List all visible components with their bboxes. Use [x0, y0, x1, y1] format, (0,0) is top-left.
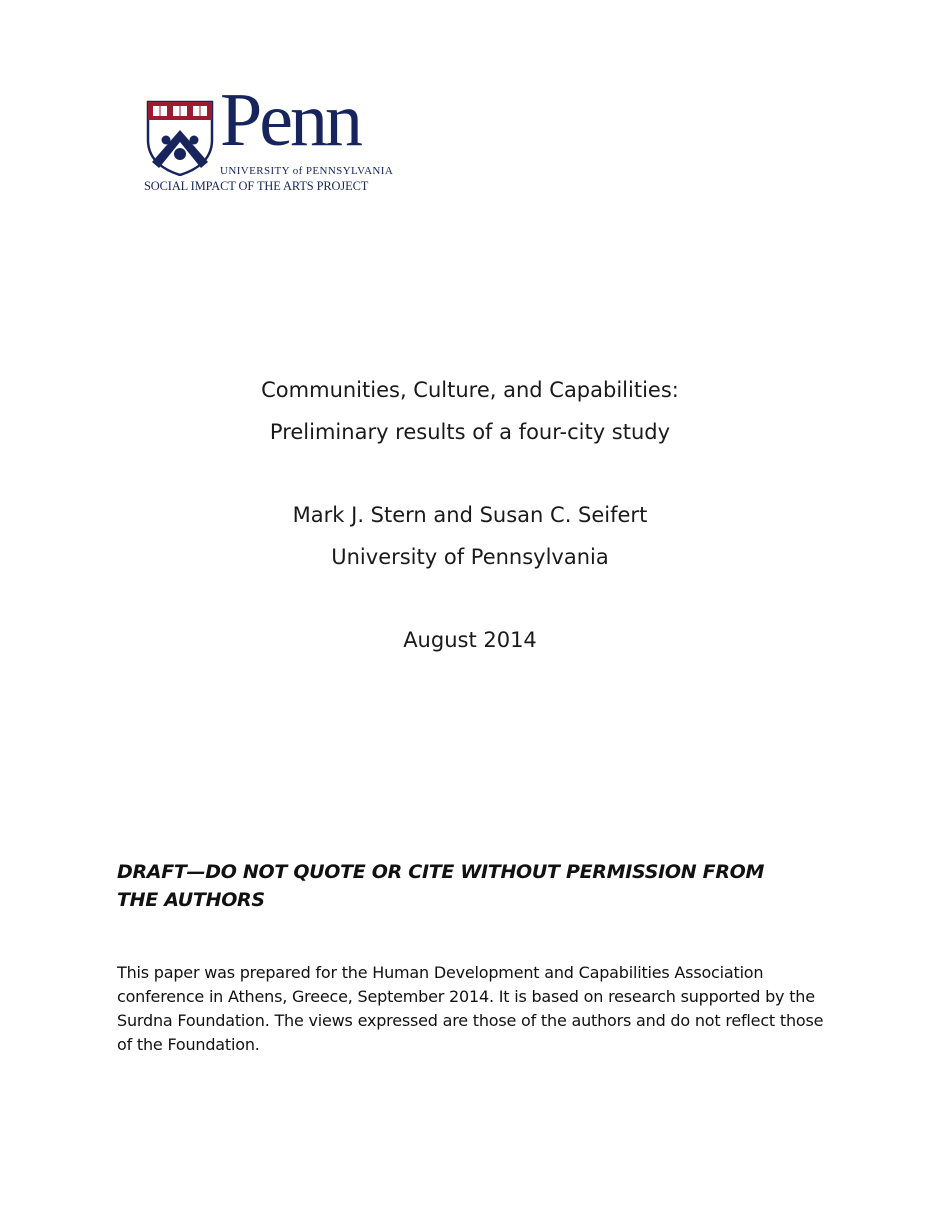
title-line-2: Preliminary results of a four-city study [269, 420, 671, 444]
funding-note: This paper was prepared for the Human Development and Capabilities Association conference in Athens, Greece, September 2014. It is based on research supported by the Surdna Foundation. The views expressed are those of the authors and do not reflect those of the Foundation. [117, 963, 824, 1054]
penn-shield-icon [146, 100, 214, 176]
author-affiliation: University of Pennsylvania [331, 545, 609, 569]
author-names: Mark J. Stern and Susan C. Seifert [292, 503, 648, 527]
logo-university: UNIVERSITY of PENNSYLVANIA [220, 165, 394, 177]
logo-wordmark: Penn [220, 78, 360, 162]
title-line-1: Communities, Culture, and Capabilities: [261, 378, 679, 402]
penn-logo [144, 78, 394, 196]
logo-project-name: SOCIAL IMPACT OF THE ARTS PROJECT [144, 179, 369, 193]
publication-date: August 2014 [403, 628, 537, 652]
draft-notice: DRAFT—DO NOT QUOTE OR CITE WITHOUT PERMISSION FROM THE AUTHORS [117, 861, 765, 911]
